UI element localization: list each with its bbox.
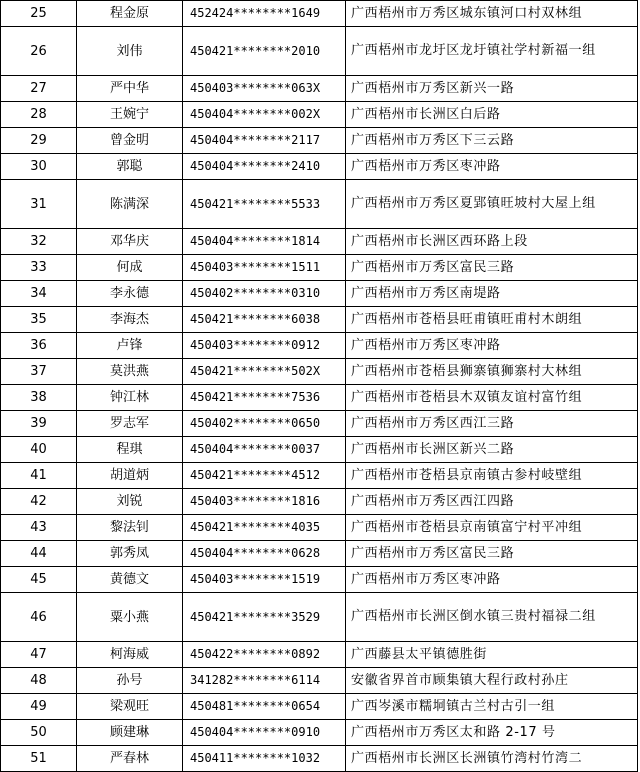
person-name: 邓华庆: [77, 229, 183, 255]
address: 广西梧州市长洲区倒水镇三贵村福禄二组: [346, 593, 638, 642]
row-number: 39: [1, 411, 77, 437]
address: 广西梧州市长洲区白后路: [346, 102, 638, 128]
table-row: [1, 746, 638, 772]
address: 广西梧州市万秀区枣冲路: [346, 333, 638, 359]
address: 广西梧州市苍梧县京南镇古参村岐壁组: [346, 463, 638, 489]
table-row: [1, 720, 638, 746]
row-number: 48: [1, 668, 77, 694]
address: 广西梧州市万秀区南堤路: [346, 281, 638, 307]
address: 广西梧州市万秀区富民三路: [346, 541, 638, 567]
address: 广西梧州市万秀区富民三路: [346, 255, 638, 281]
table-row: [1, 567, 638, 593]
table-row: [1, 27, 638, 76]
person-name: 程琪: [77, 437, 183, 463]
id-number: 450403********1511: [183, 255, 346, 281]
row-number: 29: [1, 128, 77, 154]
row-number: 46: [1, 593, 77, 642]
row-number: 25: [1, 1, 77, 27]
id-number: 450404********2117: [183, 128, 346, 154]
id-number: 450404********0910: [183, 720, 346, 746]
table-row: [1, 593, 638, 642]
person-name: 何成: [77, 255, 183, 281]
person-name: 程金原: [77, 1, 183, 27]
table-row: [1, 76, 638, 102]
id-number: 450421********502X: [183, 359, 346, 385]
address: 广西梧州市苍梧县狮寨镇狮寨村大林组: [346, 359, 638, 385]
row-number: 27: [1, 76, 77, 102]
table-row: [1, 515, 638, 541]
id-number: 452424********1649: [183, 1, 346, 27]
row-number: 38: [1, 385, 77, 411]
id-number: 341282********6114: [183, 668, 346, 694]
person-name: 郭聪: [77, 154, 183, 180]
id-number: 450421********6038: [183, 307, 346, 333]
person-name: 王婉宁: [77, 102, 183, 128]
row-number: 49: [1, 694, 77, 720]
address: 广西梧州市苍梧县旺甫镇旺甫村木朗组: [346, 307, 638, 333]
id-number: 450421********4512: [183, 463, 346, 489]
person-name: 李海杰: [77, 307, 183, 333]
id-number: 450402********0310: [183, 281, 346, 307]
table-row: [1, 307, 638, 333]
address: 广西梧州市万秀区新兴一路: [346, 76, 638, 102]
table-row: [1, 489, 638, 515]
row-number: 34: [1, 281, 77, 307]
id-number: 450404********0628: [183, 541, 346, 567]
person-name: 柯海威: [77, 642, 183, 668]
table-row: [1, 1, 638, 27]
address: 广西梧州市万秀区夏郢镇旺坡村大屋上组: [346, 180, 638, 229]
address: 安徽省界首市顾集镇大程行政村孙庄: [346, 668, 638, 694]
address: 广西岑溪市糯垌镇古兰村古引一组: [346, 694, 638, 720]
id-number: 450421********5533: [183, 180, 346, 229]
person-name: 胡道炳: [77, 463, 183, 489]
address: 广西梧州市长洲区长洲镇竹湾村竹湾二: [346, 746, 638, 772]
person-name: 卢锋: [77, 333, 183, 359]
person-name: 黎法钊: [77, 515, 183, 541]
address: 广西梧州市万秀区西江三路: [346, 411, 638, 437]
id-number: 450421********4035: [183, 515, 346, 541]
id-number: 450481********0654: [183, 694, 346, 720]
person-name: 钟江林: [77, 385, 183, 411]
person-name: 刘伟: [77, 27, 183, 76]
address: 广西梧州市万秀区下三云路: [346, 128, 638, 154]
row-number: 50: [1, 720, 77, 746]
id-number: 450421********2010: [183, 27, 346, 76]
row-number: 26: [1, 27, 77, 76]
id-number: 450411********1032: [183, 746, 346, 772]
table-row: [1, 385, 638, 411]
person-name: 梁观旺: [77, 694, 183, 720]
table-row: [1, 642, 638, 668]
table-row: [1, 128, 638, 154]
table-row: [1, 694, 638, 720]
table-row: [1, 154, 638, 180]
id-number: 450403********1519: [183, 567, 346, 593]
person-name: 刘锐: [77, 489, 183, 515]
row-number: 47: [1, 642, 77, 668]
table-row: [1, 281, 638, 307]
address: 广西梧州市龙圩区龙圩镇社学村新福一组: [346, 27, 638, 76]
row-number: 30: [1, 154, 77, 180]
id-number: 450421********7536: [183, 385, 346, 411]
address: 广西梧州市苍梧县木双镇友谊村富竹组: [346, 385, 638, 411]
row-number: 31: [1, 180, 77, 229]
row-number: 45: [1, 567, 77, 593]
row-number: 37: [1, 359, 77, 385]
person-name: 李永德: [77, 281, 183, 307]
row-number: 36: [1, 333, 77, 359]
person-name: 粟小燕: [77, 593, 183, 642]
address: 广西梧州市苍梧县京南镇富宁村平冲组: [346, 515, 638, 541]
address: 广西藤县太平镇德胜街: [346, 642, 638, 668]
table-row: [1, 229, 638, 255]
row-number: 43: [1, 515, 77, 541]
row-number: 28: [1, 102, 77, 128]
table-row: [1, 541, 638, 567]
row-number: 42: [1, 489, 77, 515]
table-row: [1, 437, 638, 463]
person-name: 罗志军: [77, 411, 183, 437]
person-name: 莫洪燕: [77, 359, 183, 385]
address: 广西梧州市万秀区枣冲路: [346, 154, 638, 180]
table-row: [1, 255, 638, 281]
row-number: 40: [1, 437, 77, 463]
person-name: 陈满深: [77, 180, 183, 229]
id-number: 450403********063X: [183, 76, 346, 102]
person-name: 曾金明: [77, 128, 183, 154]
address: 广西梧州市长洲区新兴二路: [346, 437, 638, 463]
id-number: 450404********2410: [183, 154, 346, 180]
person-name: 顾建琳: [77, 720, 183, 746]
row-number: 44: [1, 541, 77, 567]
id-number: 450403********0912: [183, 333, 346, 359]
table-row: [1, 180, 638, 229]
id-number: 450404********0037: [183, 437, 346, 463]
address: 广西梧州市万秀区太和路 2-17 号: [346, 720, 638, 746]
row-number: 32: [1, 229, 77, 255]
row-number: 51: [1, 746, 77, 772]
table-row: [1, 333, 638, 359]
person-name: 严春林: [77, 746, 183, 772]
address: 广西梧州市万秀区枣冲路: [346, 567, 638, 593]
person-name: 严中华: [77, 76, 183, 102]
person-name: 郭秀凤: [77, 541, 183, 567]
person-name: 黄德文: [77, 567, 183, 593]
person-name: 孙号: [77, 668, 183, 694]
table-row: [1, 411, 638, 437]
address: 广西梧州市万秀区西江四路: [346, 489, 638, 515]
table-row: [1, 102, 638, 128]
row-number: 33: [1, 255, 77, 281]
id-number: 450422********0892: [183, 642, 346, 668]
id-number: 450404********1814: [183, 229, 346, 255]
address: 广西梧州市万秀区城东镇河口村双林组: [346, 1, 638, 27]
registry-table-body: [1, 1, 638, 772]
id-number: 450403********1816: [183, 489, 346, 515]
table-row: [1, 668, 638, 694]
table-row: [1, 359, 638, 385]
row-number: 35: [1, 307, 77, 333]
id-number: 450421********3529: [183, 593, 346, 642]
id-number: 450404********002X: [183, 102, 346, 128]
id-number: 450402********0650: [183, 411, 346, 437]
row-number: 41: [1, 463, 77, 489]
address: 广西梧州市长洲区西环路上段: [346, 229, 638, 255]
table-row: [1, 463, 638, 489]
